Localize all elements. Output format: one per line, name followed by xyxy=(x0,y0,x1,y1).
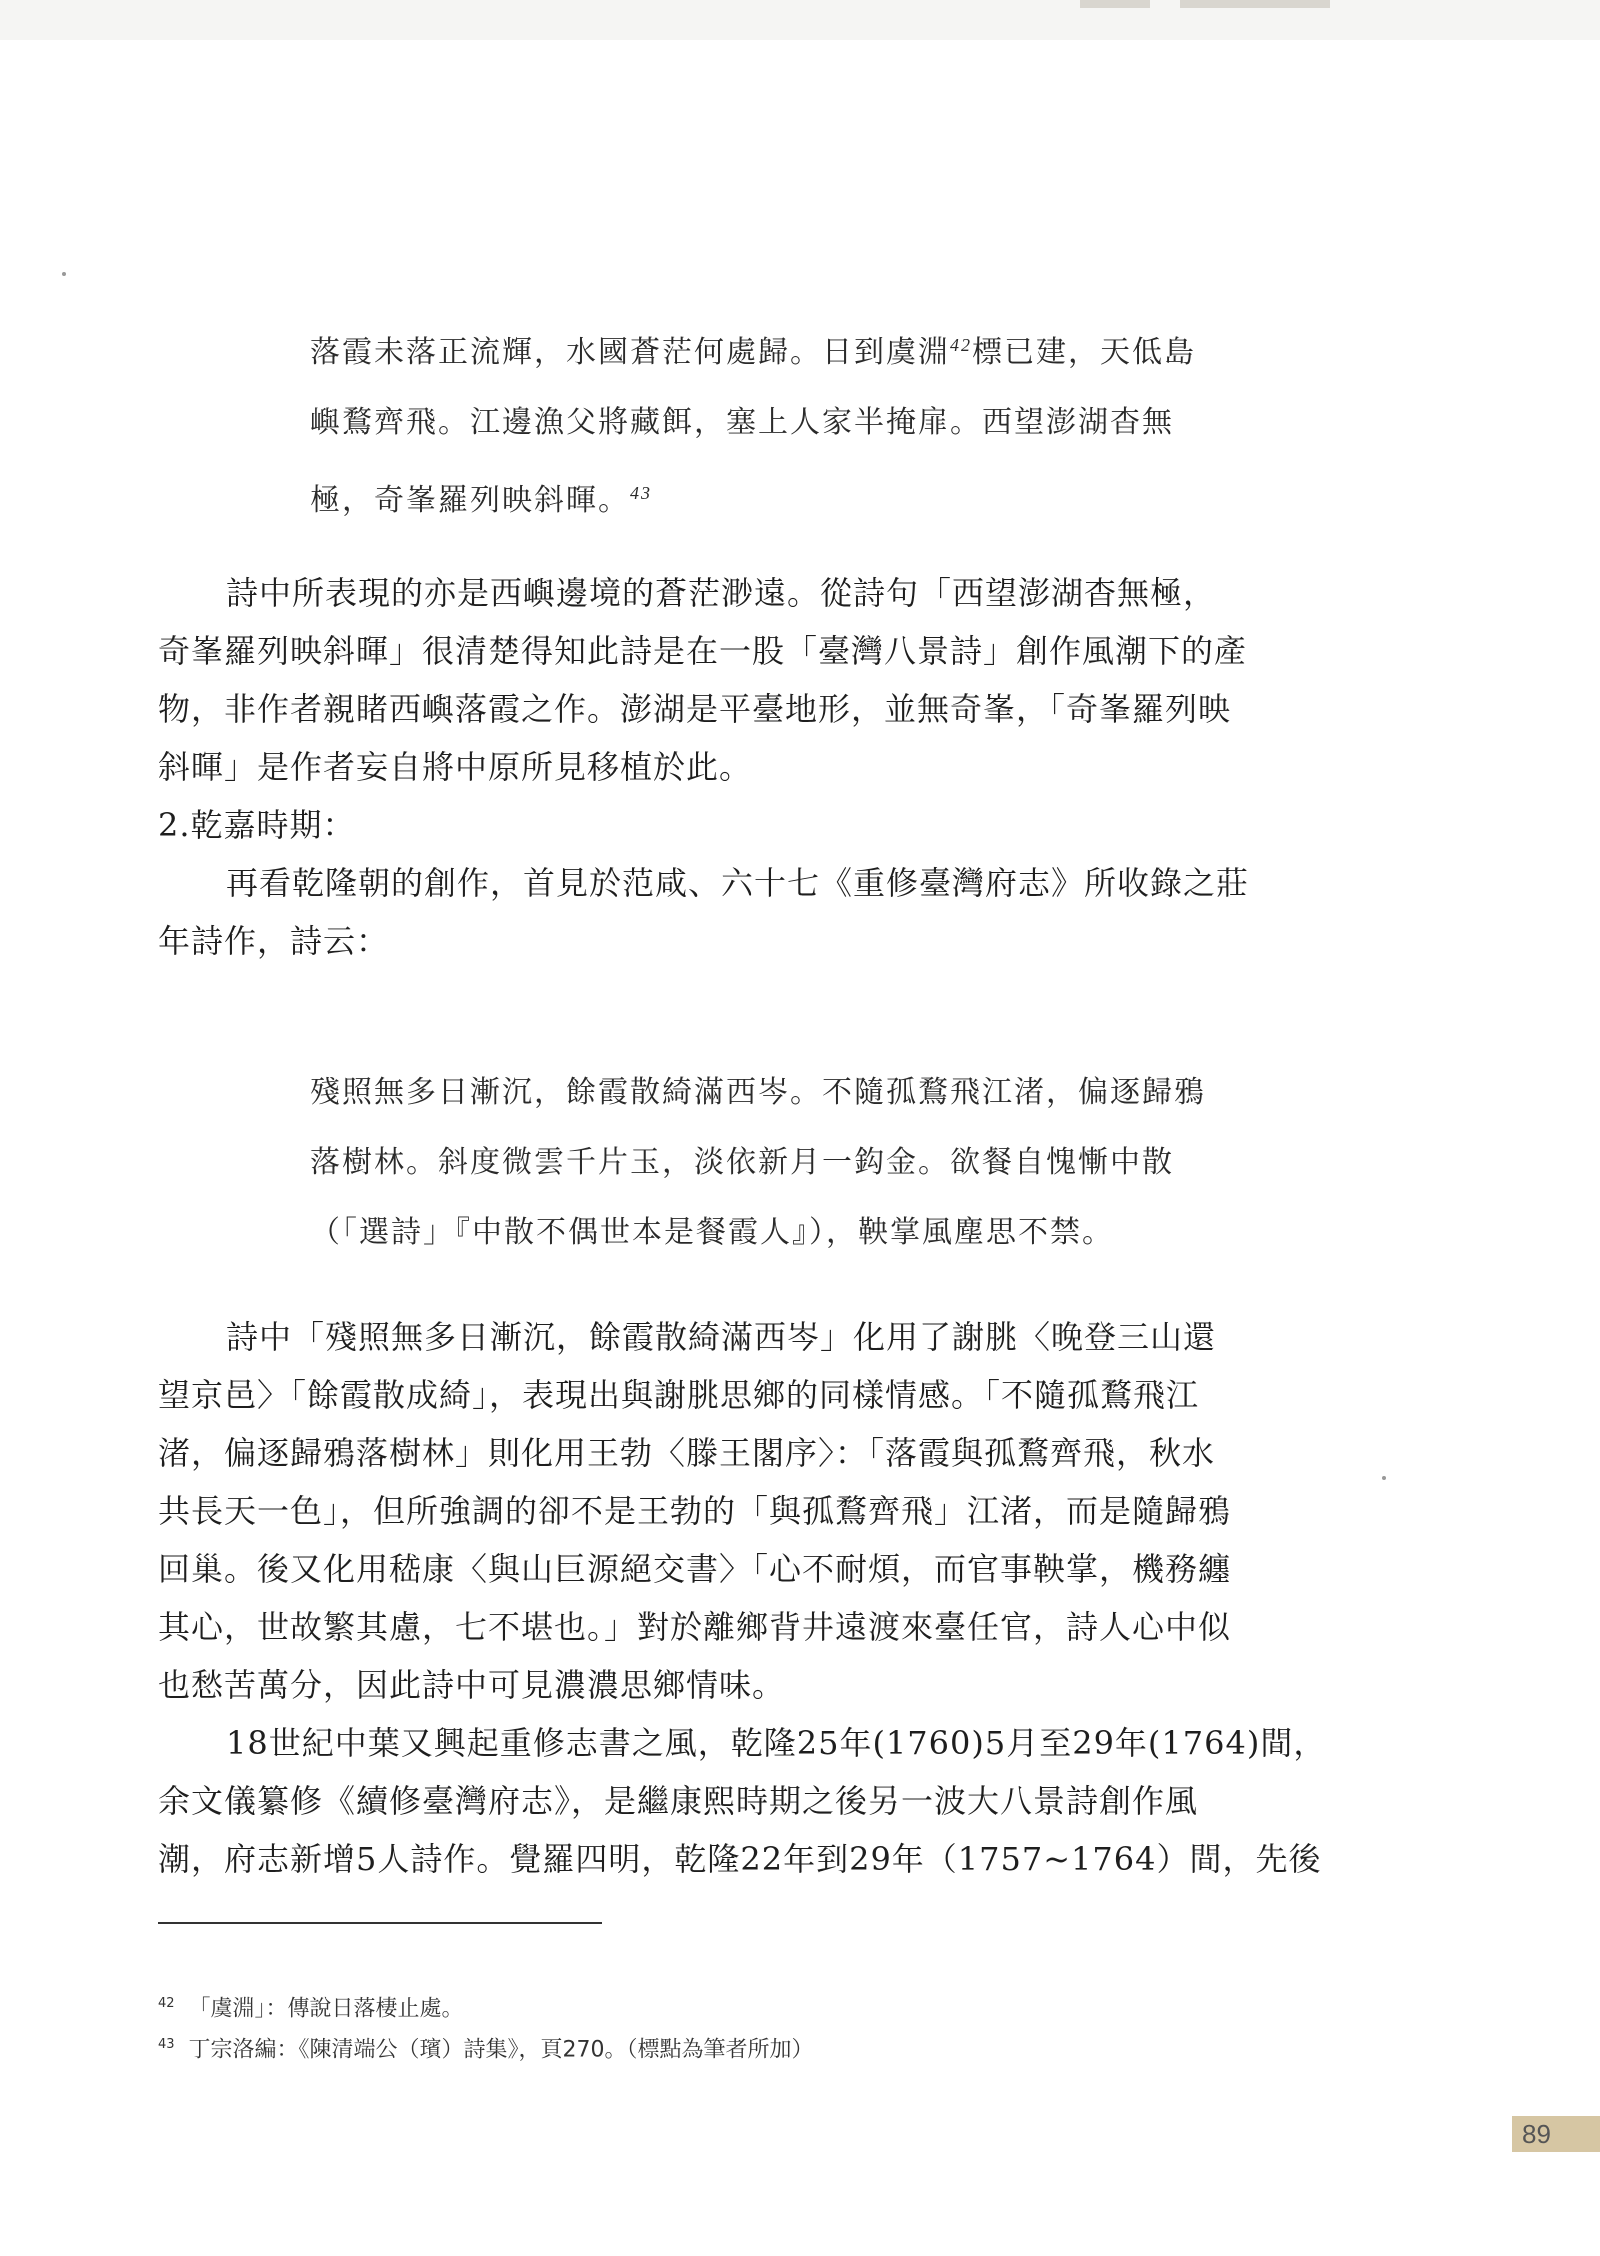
footnote-rule xyxy=(158,1922,602,1924)
scan-top-band xyxy=(0,0,1600,40)
body-line: 也愁苦萬分，因此詩中可見濃濃思鄉情味。 xyxy=(158,1666,786,1704)
footnote-number: 43 xyxy=(158,2037,175,2053)
poem-quote-2 xyxy=(310,1058,1350,1268)
poem-line: 落霞未落正流輝，水國蒼茫何處歸。日到虞淵$^{42}$標已建，天低島 xyxy=(310,335,1196,370)
poem-quote-1 xyxy=(310,310,1350,536)
body-line: 共長天一色」，但所強調的卻不是王勃的「與孤鶩齊飛」江渚，而是隨歸鴉 xyxy=(158,1492,1232,1530)
poem-line: 極，奇峯羅列映斜暉。$^{43}$ xyxy=(310,483,652,518)
body-line: 望京邑〉「餘霞散成綺」，表現出與謝朓思鄉的同樣情感。「不隨孤鶩飛江 xyxy=(158,1376,1200,1414)
body-line: 詩中所表現的亦是西嶼邊境的蒼茫渺遠。從詩句「西望澎湖杳無極， xyxy=(226,574,1217,612)
scan-speck xyxy=(1382,1476,1386,1480)
poem-line: 嶼鶩齊飛。江邊漁父將藏餌，塞上人家半掩扉。西望澎湖杳無 xyxy=(310,405,1174,440)
poem-line: 殘照無多日漸沉，餘霞散綺滿西岑。不隨孤鶩飛江渚，偏逐歸鴉 xyxy=(310,1075,1206,1110)
body-line: 再看乾隆朝的創作，首見於范咸、六十七《重修臺灣府志》所收錄之莊 xyxy=(226,864,1250,902)
footnote xyxy=(158,1986,1258,2027)
section-1 xyxy=(158,564,1348,970)
body-line: 回巢。後又化用嵇康〈與山巨源絕交書〉「心不耐煩，而官事鞅掌，機務纏 xyxy=(158,1550,1232,1588)
body-line: 奇峯羅列映斜暉」很清楚得知此詩是在一股「臺灣八景詩」創作風潮下的產 xyxy=(158,632,1248,670)
body-line: 渚，偏逐歸鴉落樹林」則化用王勃〈滕王閣序〉：「落霞與孤鶩齊飛，秋水 xyxy=(158,1434,1216,1472)
footnote-ref: 42 xyxy=(950,335,972,355)
scan-speck xyxy=(62,272,66,276)
body-line: 潮，府志新增5人詩作。覺羅四明，乾隆22年到29年（1757~1764）間，先後 xyxy=(158,1840,1322,1878)
body-line: 余文儀纂修《續修臺灣府志》，是繼康熙時期之後另一波大八景詩創作風 xyxy=(158,1782,1199,1820)
footnotes xyxy=(158,1986,1258,2069)
footnote-text: 「虞淵」：傳說日落棲止處。 xyxy=(188,1996,464,2022)
section-2 xyxy=(158,1308,1348,1888)
body-line: 斜暉」是作者妄自將中原所見移植於此。 xyxy=(158,748,753,786)
body-line: 物，非作者親睹西嶼落霞之作。澎湖是平臺地形，並無奇峯，「奇峯羅列映 xyxy=(158,690,1232,728)
scan-mark xyxy=(1180,0,1330,8)
footnote xyxy=(158,2027,1258,2068)
scan-mark xyxy=(1080,0,1150,8)
body-line: 詩中「殘照無多日漸沉，餘霞散綺滿西岑」化用了謝朓〈晚登三山還 xyxy=(226,1318,1217,1356)
footnote-text: 丁宗洛編：《陳清端公（璸）詩集》，頁270。（標點為筆者所加） xyxy=(188,2037,814,2063)
poem-line: （「選詩」『中散不偶世本是餐霞人』），鞅掌風塵思不禁。 xyxy=(310,1215,1114,1250)
body-line: 18世紀中葉又興起重修志書之風，乾隆25年(1760)5月至29年(1764)間， xyxy=(226,1724,1327,1762)
page-number: 89 xyxy=(1512,2116,1600,2152)
body-line: 年詩作，詩云： xyxy=(158,922,390,960)
footnote-ref: 43 xyxy=(630,483,652,503)
poem-line: 落樹林。斜度微雲千片玉，淡依新月一鈎金。欲餐自愧慚中散 xyxy=(310,1145,1174,1180)
footnote-number: 42 xyxy=(158,1996,175,2011)
section-heading: 2.乾嘉時期： xyxy=(158,806,356,844)
body-line: 其心，世故繁其慮，七不堪也。」對於離鄉背井遠渡來臺任官，詩人心中似 xyxy=(158,1608,1232,1646)
